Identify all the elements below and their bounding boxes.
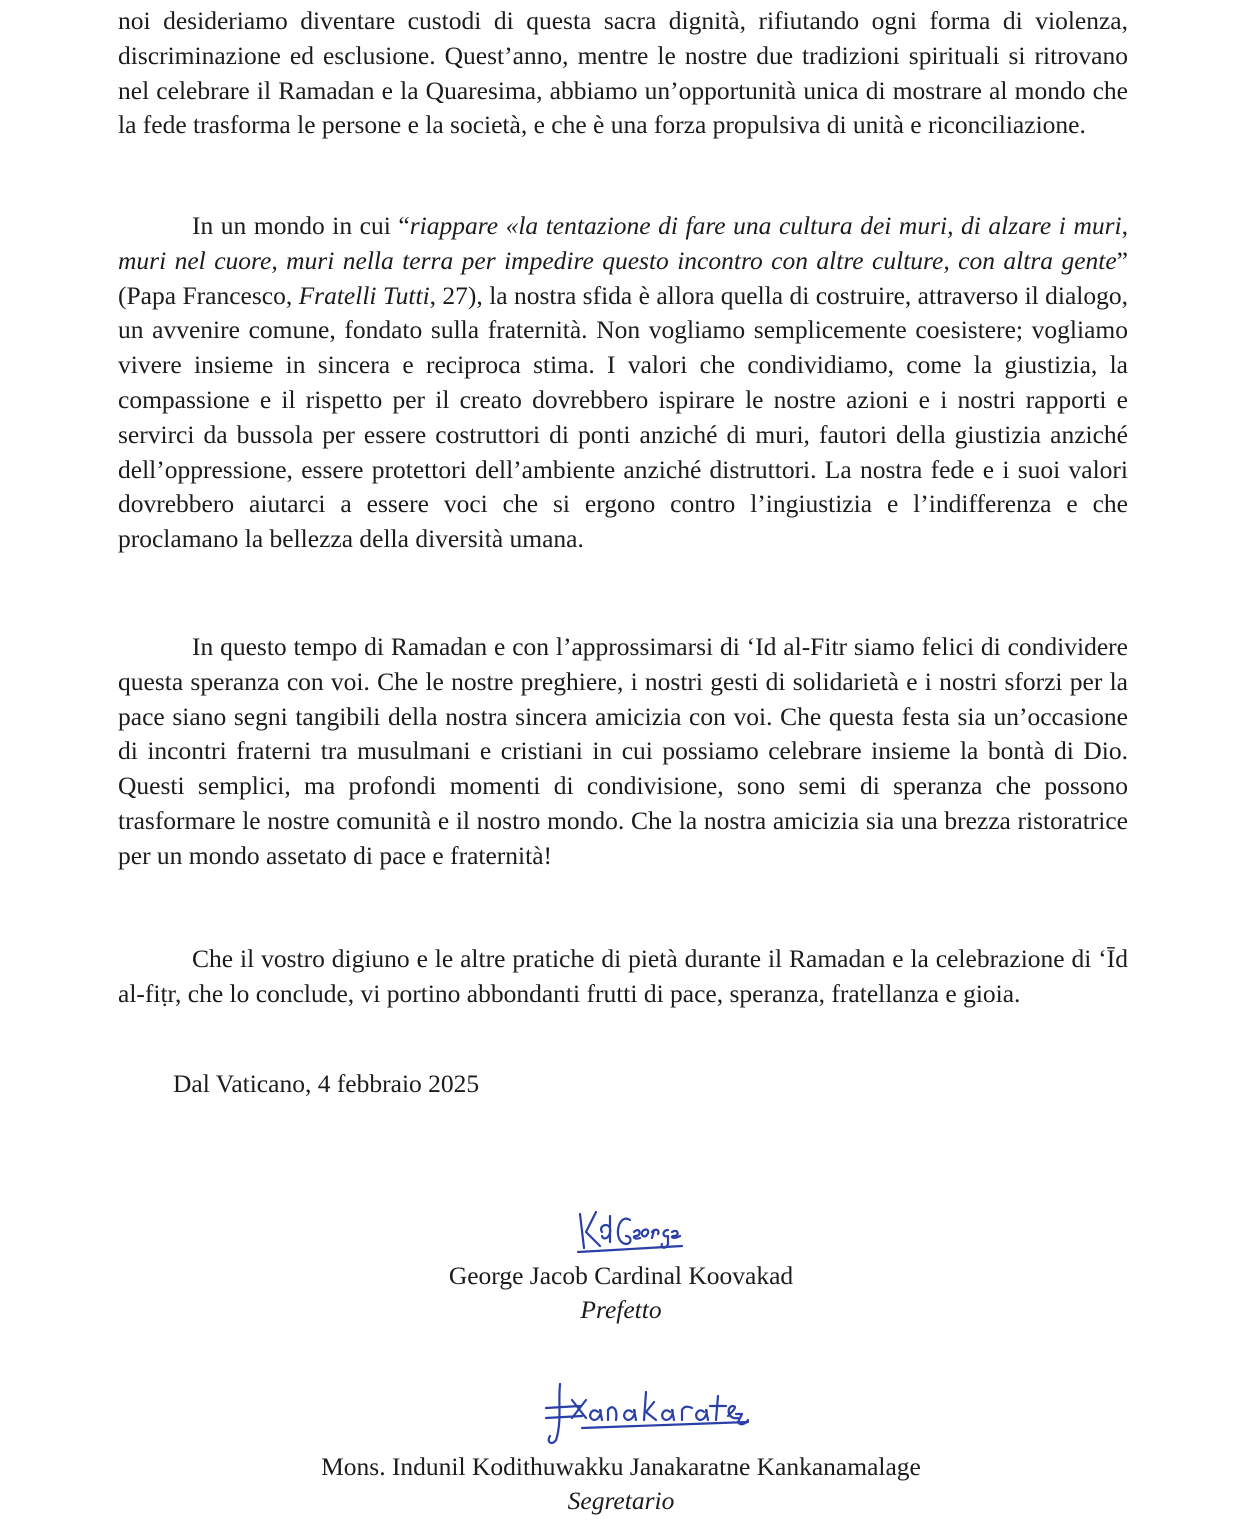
signatory-block-prefetto (0, 1259, 1242, 1327)
paragraph-3: In questo tempo di Ramadan e con l’approssimarsi di ‘Id al-Fitr siamo felici di condividere questa speranza con voi. Che le nostre preghiere, i nostri gesti di solidarietà e i nostri sforzi per la pace siano segni tangibili della nostra sincera amicizia con voi. Che questa festa sia un’occasione di incontri fraterni tra musulmani e cristiani in cui possiamo celebrare insieme la bontà di Dio. Questi semplici, ma profondi momenti di condivisione, sono semi di speranza che possono trasformare le nostre comunità e il nostro mondo. Che la nostra amicizia sia una brezza ristoratrice per un mondo assetato di pace e fraternità! (118, 632, 1128, 870)
signature-prefetto-drawing (572, 1202, 692, 1260)
paragraph-1: noi desideriamo diventare custodi di questa sacra dignità, rifiutando ogni forma di violenza, discriminazione ed esclusione. Quest’anno, mentre le nostre due tradizioni spirituali si ritrovano nel celebrare il Ramadan e la Quaresima, abbiamo un’opportunità unica di mostrare al mondo che la fede trasforma le persone e la società, e che è una forza propulsiva di unità e riconciliazione. (118, 6, 1128, 140)
signatory-role: Segretario (567, 1486, 675, 1515)
signatory-block-segretario (0, 1450, 1242, 1518)
signature-segretario-drawing (542, 1378, 752, 1448)
paragraph-2-rest: , 27), la nostra sfida è allora quella di costruire, attraverso il dialogo, un avvenire comune, fondato sulla fraternità. Non vogliamo semplicemente coesistere; vogliamo vivere insieme in sincera e reciproca stima. I valori che condividiamo, come la giustizia, la compassione e il rispetto per il creato dovrebbero ispirare le nostre azioni e i nostri rapporti e servirci da bussola per essere costruttori di ponti anziché di muri, fautori della giustizia anziché dell’oppressione, essere protettori dell’ambiente anziché distruttori. La nostra fede e i suoi valori dovrebbero aiutarci a essere voci che si ergono contro l’ingiustizia e l’indifferenza e che proclamano la bellezza della diversità umana. (118, 280, 1129, 554)
paragraph-2 (118, 209, 1128, 557)
paragraph-2-quote: riappare «la tentazione di fare una cultura dei muri, di alzare i muri, muri nel cuore, muri nella terra per impedire questo incontro con altre culture, con altra gente (118, 211, 1128, 275)
paragraph-4: Che il vostro digiuno e le altre pratiche di pietà durante il Ramadan e la celebrazione di ‘Īd al-fiṭr, che lo conclude, vi portino abbondanti frutti di pace, speranza, fratellanza e gioia. (118, 944, 1128, 1008)
signature-segretario (542, 1378, 752, 1448)
signatory-name: George Jacob Cardinal Koovakad (448, 1261, 794, 1290)
signature-prefetto (572, 1202, 692, 1260)
paragraph-2-ref-open: ” (Papa Francesco, (118, 245, 1128, 310)
closing-date-place: Dal Vaticano, 4 febbraio 2025 (173, 1069, 480, 1098)
signatory-name: Mons. Indunil Kodithuwakku Janakaratne Kankanamalage (321, 1452, 921, 1481)
paragraph-2-lead: In un mondo in cui “ (192, 211, 410, 240)
signatory-role: Prefetto (580, 1295, 662, 1324)
paragraph-2-ref-title: Fratelli Tutti (298, 280, 430, 310)
